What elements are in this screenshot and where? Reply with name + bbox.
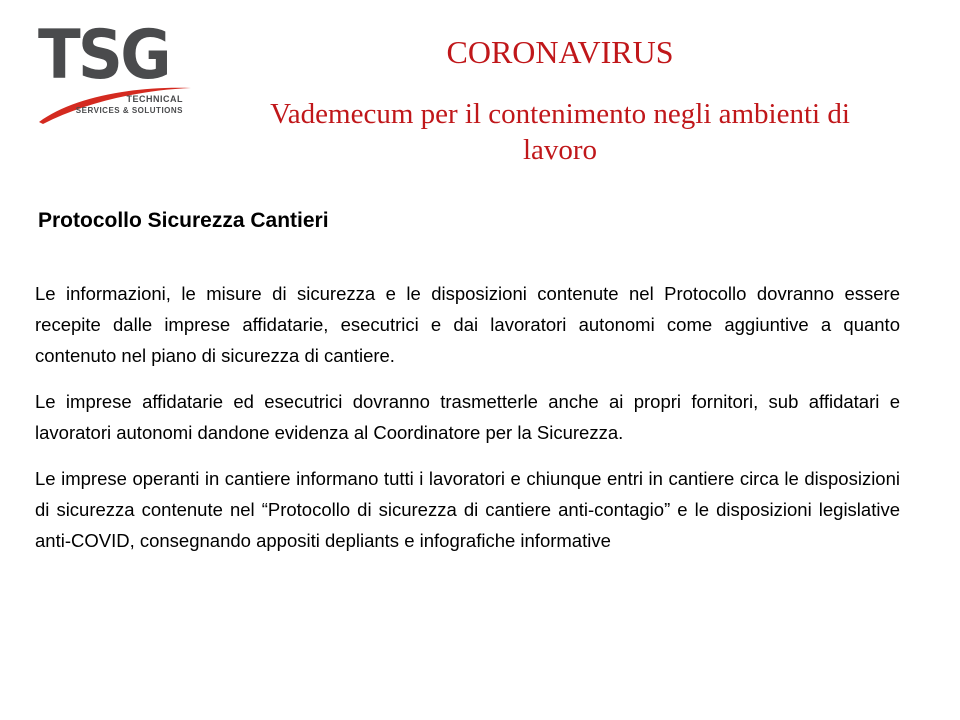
- body-text: [35, 278, 900, 571]
- logo-tagline-2: SERVICES & SOLUTIONS: [75, 106, 183, 115]
- paragraph-2: Le imprese affidatarie ed esecutrici dovranno trasmetterle anche ai propri fornitori, sub affidatari e lavoratori autonomi dandone evidenza al Coordinatore per la Sicurezza.: [35, 391, 900, 443]
- page-subtitle: Vademecum per il contenimento negli ambienti di lavoro: [270, 98, 850, 166]
- paragraph-3: Le imprese operanti in cantiere informano tutti i lavoratori e chiunque entri in cantiere circa le disposizioni di sicurezza contenute nel “Protocollo di sicurezza di cantiere anti-contagio” e le disposizioni legislative anti-COVID, consegnando appositi depliants e infografiche informative: [35, 468, 900, 551]
- paragraph-1: Le informazioni, le misure di sicurezza e le disposizioni contenute nel Protocollo dovranno essere recepite dalle imprese affidatarie, esecutrici e dai lavoratori autonomi come aggiuntive a quanto contenuto nel piano di sicurezza di cantiere.: [35, 283, 900, 366]
- page-title: CORONAVIRUS: [446, 34, 674, 70]
- section-heading: Protocollo Sicurezza Cantieri: [38, 209, 329, 232]
- logo-tagline-1: TECHNICAL: [126, 94, 183, 104]
- tsg-logo: [31, 16, 199, 128]
- logo-letters: TSG: [38, 16, 169, 95]
